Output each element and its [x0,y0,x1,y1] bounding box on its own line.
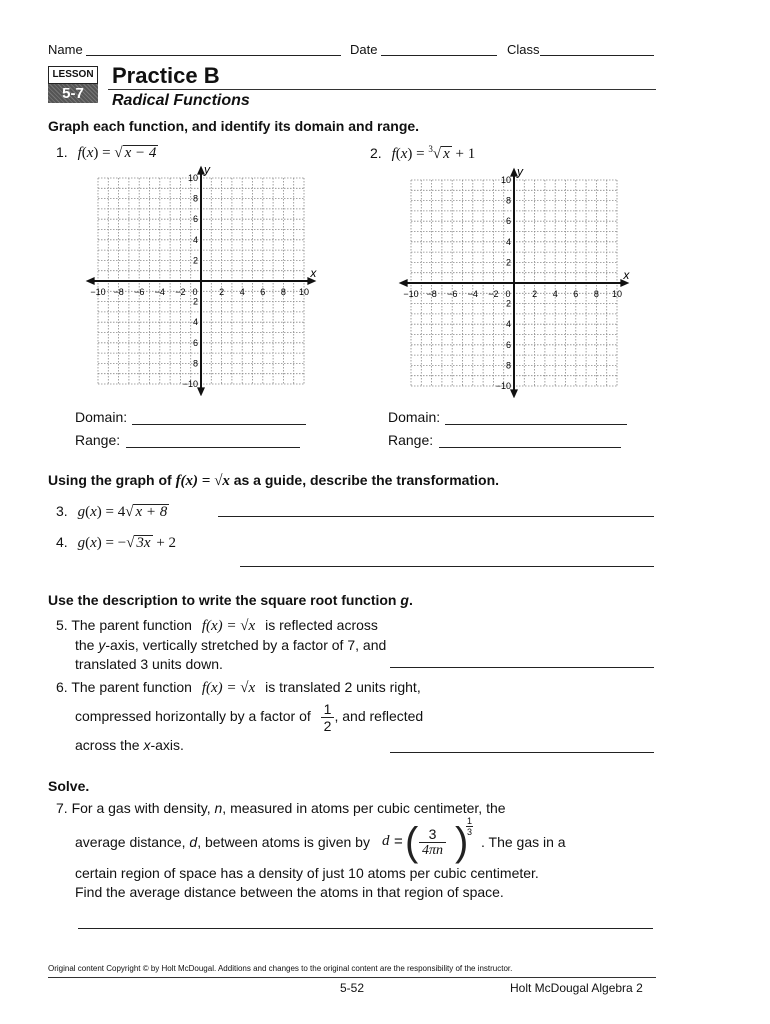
y-tick-label: 2 [505,257,511,268]
y-tick-label: 8 [505,195,511,206]
y-tick-label: 6 [505,339,511,350]
x-tick-label: 0 [192,287,198,297]
formula-d: d [382,833,390,849]
x-tick-label: 6 [260,287,266,297]
y-tick-label: 8 [505,360,511,371]
lesson-label: LESSON [48,66,98,84]
answer-7-line[interactable] [78,928,653,929]
y-axis-arrow-down [197,387,205,396]
x-tick-label: −10 [90,287,106,297]
x-tick-label: −8 [426,289,437,299]
formula-paren-right: ) [455,820,469,864]
y-tick-label: 4 [192,317,198,328]
problem-7: 7. For a gas with density, n, measured in atoms per cubic centimeter, the [56,800,506,816]
problem-3: 3. g(x) = 4√ x + 8 [56,503,168,520]
x-tick-label: 10 [611,289,623,299]
domain-2-label: Domain: [388,409,441,425]
x-tick-label: −4 [467,289,478,299]
y-tick-label: −10 [495,381,511,391]
problem-2 [370,144,475,163]
range-2-blank[interactable] [439,447,621,448]
x-axis-label: x [623,268,630,282]
formula-exponent: 1 3 [467,816,473,837]
y-tick-label: −10 [182,379,198,389]
y-tick-label: 4 [192,234,198,245]
problem-2-number: 2. [370,145,382,161]
y-tick-label: 4 [505,236,511,247]
page-title: Practice B [112,63,220,88]
x-tick-label: −8 [113,287,124,297]
x-tick-label: −2 [175,287,186,297]
answer-3-line[interactable] [218,516,654,517]
date-label: Date [350,42,378,57]
problem-1 [56,144,158,162]
page-number: 5-52 [340,981,365,995]
class-label: Class [507,42,540,57]
solve-heading: Solve. [48,778,90,794]
x-tick-label: 4 [552,289,558,299]
problem-5: 5. The parent function f(x) = √x is reflected across the y-axis, vertically stretched by a factor of 7, and translated 3 units down. [56,617,387,672]
problem-1-number: 1. [56,144,68,160]
y-axis-label: y [517,166,523,179]
y-tick-label: 2 [192,296,198,307]
lesson-badge [48,66,98,102]
x-tick-label: 10 [298,287,310,297]
y-tick-label: 2 [505,298,511,309]
range-1-label: Range: [75,432,121,448]
name-blank[interactable] [86,55,341,56]
formula-fraction: $\frac{3}{4\pi n}$ [419,826,446,859]
lesson-number: 5-7 [48,84,98,103]
y-tick-label: 6 [505,216,511,227]
class-blank[interactable] [540,55,654,56]
page-subtitle: Radical Functions [112,92,250,109]
y-tick-label: 10 [187,173,198,183]
y-tick-label: 10 [500,175,511,185]
graph-1[interactable] [84,164,324,396]
x-tick-label: −4 [154,287,165,297]
footer-rule [48,977,656,978]
x-axis-arrow-left [399,279,408,287]
y-tick-label: 2 [192,255,198,266]
y-tick-label: 4 [505,319,511,330]
section1-instruction: Graph each function, and identify its domain and range. [48,118,420,134]
x-tick-label: 0 [505,289,511,299]
copyright: Original content Copyright © by Holt McDougal. Additions and changes to the original content are the responsibility of the instructor. [48,964,513,973]
section3-instruction: Use the description to write the square root function g. [48,592,413,608]
section2-parent-function: f(x) = √x [175,473,230,489]
problem-3-function: g(x) = 4√ x + 8 [77,504,168,520]
problem-4: 4. g(x) = −√ 3x + 2 [56,534,177,551]
answer-6-line[interactable] [390,752,654,753]
x-tick-label: 6 [573,289,579,299]
x-tick-label: −2 [488,289,499,299]
range-1-blank[interactable] [126,447,300,448]
problem-6: 6. The parent function f(x) = √x is translated 2 units right, compressed horizontally by a factor of $\frac{1}{2}$ , and reflected across the x-axis. [56,679,424,753]
x-tick-label: 8 [593,289,599,299]
y-axis-arrow-down [510,389,518,398]
problem-7-formula-line: average distance, d, between atoms is given by d = ( $\frac{3}{4\pi n}$ ) 1 3 . The gas in a [75,816,566,864]
answer-4-line[interactable] [240,566,654,567]
x-axis-label: x [310,266,317,280]
title-rule [108,89,656,90]
date-blank[interactable] [381,55,497,56]
fraction-one-half: $\frac{1}{2}$ [321,701,335,734]
y-tick-label: 8 [192,193,198,204]
x-tick-label: 2 [219,287,225,297]
problem-1-function: f(x) = √ x − 4 [77,145,157,161]
x-tick-label: −6 [134,287,145,297]
domain-1-label: Domain: [75,409,128,425]
x-tick-label: −6 [447,289,458,299]
y-axis-label: y [204,164,210,177]
formula-paren-left: ( [405,820,419,864]
problem-2-function: f(x) = $^3$√ x + 1 [391,144,476,162]
problem-7-rest: certain region of space has a density of just 10 atoms per cubic centimeter. Find the average distance between the atoms in that region of space. [75,865,539,900]
answer-5-line[interactable] [390,667,654,668]
graph-2[interactable] [398,166,638,398]
x-tick-label: 4 [239,287,245,297]
book-title: Holt McDougal Algebra 2 [510,981,643,995]
y-tick-label: 6 [192,214,198,225]
name-label: Name [48,42,83,57]
problem-4-function: g(x) = −√ 3x + 2 [77,535,177,551]
y-tick-label: 8 [192,358,198,369]
domain-1-blank[interactable] [132,424,306,425]
x-tick-label: 8 [280,287,286,297]
domain-2-blank[interactable] [445,424,627,425]
x-tick-label: −10 [403,289,419,299]
range-2-label: Range: [388,432,434,448]
y-tick-label: 6 [192,337,198,348]
x-tick-label: 2 [532,289,538,299]
x-axis-arrow-left [86,277,95,285]
section2-instruction: Using the graph of f(x) = √x as a guide, describe the transformation. [48,472,500,489]
